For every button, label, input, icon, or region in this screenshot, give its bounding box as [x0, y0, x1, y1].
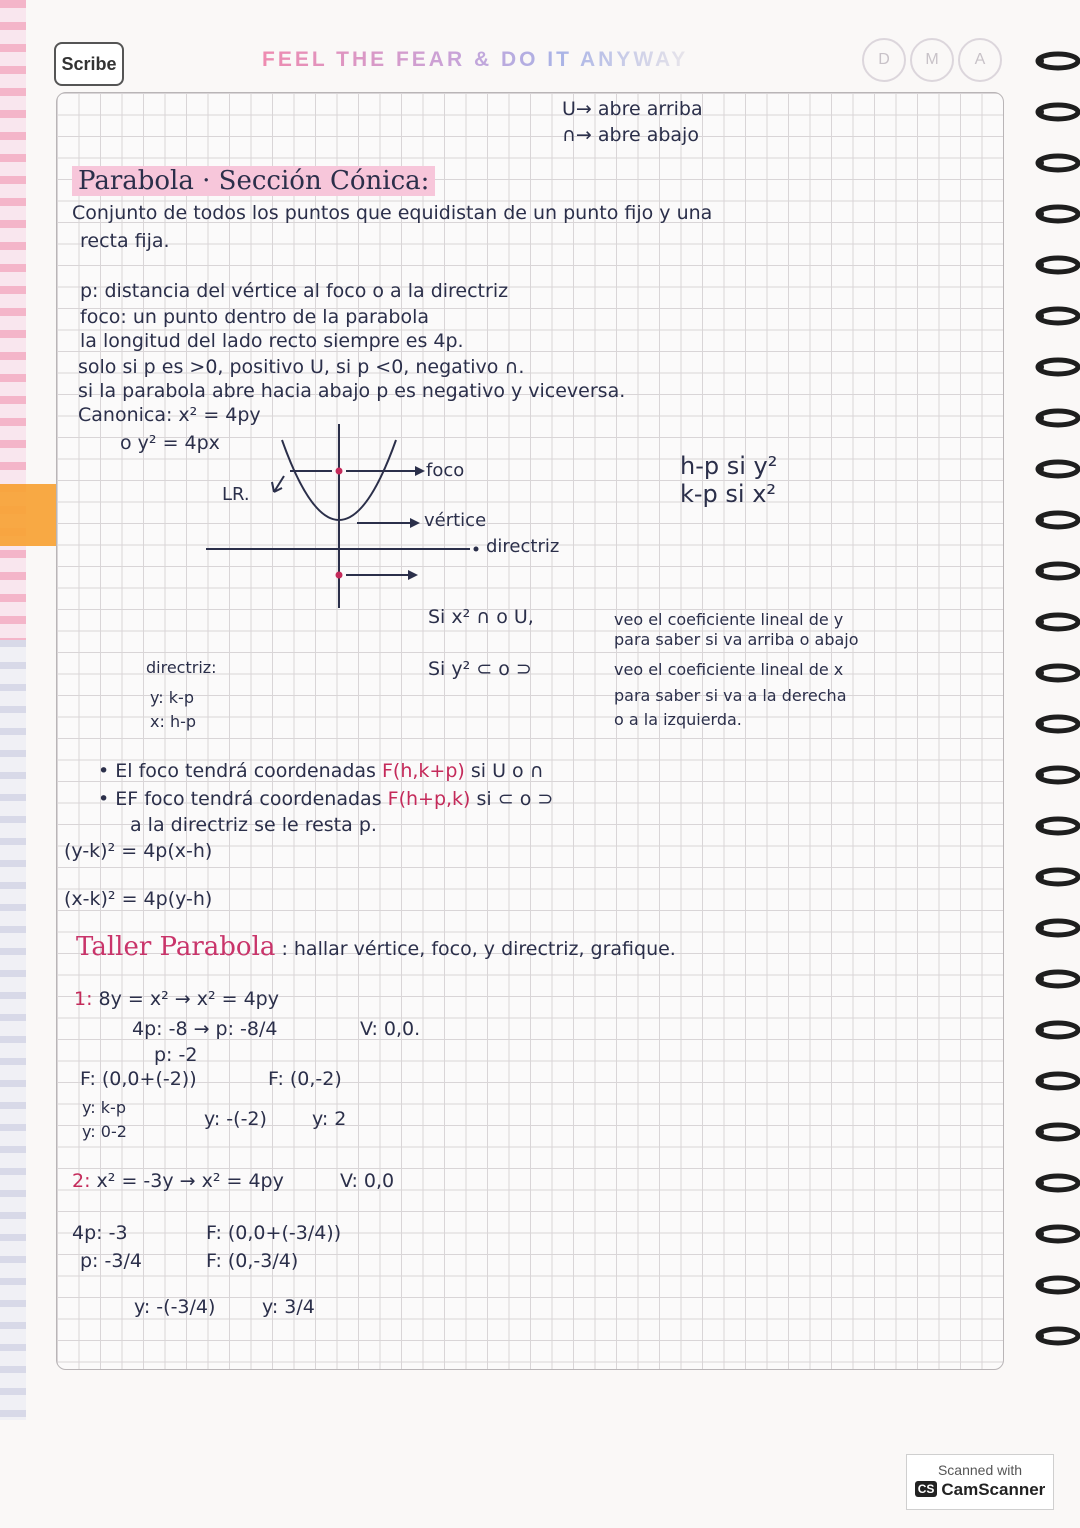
- spiral-ring: [1028, 713, 1080, 735]
- spiral-ring: [1028, 815, 1080, 837]
- ex2-equation: 2: x² = -3y → x² = 4py: [72, 1170, 284, 1192]
- definition-line-2: recta fija.: [80, 230, 170, 252]
- ex2-focus-1: F: (0,0+(-3/4)): [206, 1222, 342, 1244]
- scanner-line-2: CS CamScanner: [907, 1480, 1053, 1500]
- note-opens-down: ∩→ abre abajo: [562, 124, 699, 146]
- lr-definition: la longitud del lado recto siempre es 4p.: [80, 330, 464, 352]
- si-x2-note-2: para saber si va arriba o abajo: [614, 630, 859, 649]
- ex1-focus-2: F: (0,-2): [268, 1068, 342, 1090]
- spiral-ring: [1028, 50, 1080, 72]
- spiral-ring: [1028, 1223, 1080, 1245]
- kp-note: k-p si x²: [680, 480, 777, 508]
- canonica-1: Canonica: x² = 4py: [78, 404, 261, 426]
- label-directriz: directriz: [486, 536, 560, 557]
- focus-point: [336, 468, 343, 475]
- si-y2-note-1: veo el coeficiente lineal de x: [614, 660, 844, 679]
- spiral-ring: [1028, 305, 1080, 327]
- ex2-vertex: V: 0,0: [340, 1170, 395, 1192]
- spiral-ring: [1028, 1121, 1080, 1143]
- ex2-p: p: -3/4: [80, 1250, 142, 1272]
- directriz-x: x: h-p: [150, 712, 197, 731]
- camscanner-icon: CS: [915, 1481, 938, 1497]
- day-mark-a: A: [958, 38, 1002, 82]
- opens-down-note: si la parabola abre hacia abajo p es negativo y viceversa.: [78, 380, 626, 402]
- brand-logo: Scribe: [54, 42, 124, 86]
- ex1-directriz-4: y: 2: [312, 1108, 347, 1130]
- spiral-ring: [1028, 1019, 1080, 1041]
- ex1-directriz-1: y: k-p: [82, 1098, 126, 1117]
- directriz-point: [336, 572, 343, 579]
- parabola-diagram: [200, 420, 640, 610]
- spiral-ring: [1028, 611, 1080, 633]
- foco-definition: foco: un punto dentro de la parabola: [80, 306, 430, 328]
- definition-line-1: Conjunto de todos los puntos que equidistan de un punto fijo y una: [72, 202, 713, 224]
- spiral-ring: [1028, 407, 1080, 429]
- spiral-ring: [1028, 968, 1080, 990]
- ex1-focus-1: F: (0,0+(-2)): [80, 1068, 197, 1090]
- ex1-step: 4p: -8 → p: -8/4: [132, 1018, 278, 1040]
- day-mark-d: D: [862, 38, 906, 82]
- scanner-line-1: Scanned with: [937, 1462, 1023, 1478]
- formula-vertical: (x-k)² = 4p(y-h): [64, 888, 213, 910]
- si-y2-note-2: para saber si va a la derecha: [614, 686, 847, 705]
- sign-definition: solo si p es >0, positivo U, si p <0, negativo ∩.: [78, 356, 525, 378]
- bullet-foco-2: • EF foco tendrá coordenadas F(h+p,k) si ⊂ o ⊃: [98, 788, 554, 810]
- ex2-directriz-1: y: -(-3/4): [134, 1296, 216, 1318]
- bullet-foco-1: • El foco tendrá coordenadas F(h,k+p) si U o ∩: [98, 760, 544, 782]
- ex1-equation: 1: 8y = x² → x² = 4py: [74, 988, 279, 1010]
- si-y2-note-3: o a la izquierda.: [614, 710, 742, 729]
- spiral-ring: [1028, 662, 1080, 684]
- spiral-ring: [1028, 509, 1080, 531]
- spiral-ring: [1028, 1274, 1080, 1296]
- camscanner-badge: [906, 1454, 1054, 1510]
- ex1-directriz-2: y: 0-2: [82, 1122, 127, 1141]
- ex2-focus-2: F: (0,-3/4): [206, 1250, 299, 1272]
- ex1-directriz-3: y: -(-2): [204, 1108, 267, 1130]
- spiral-ring: [1028, 1070, 1080, 1092]
- spiral-ring: [1028, 764, 1080, 786]
- spiral-ring: [1028, 356, 1080, 378]
- spiral-ring: [1028, 560, 1080, 582]
- si-x2: Si x² ∩ o U,: [428, 606, 534, 628]
- lr-check-mark: [272, 476, 284, 492]
- spiral-ring: [1028, 866, 1080, 888]
- arrow-foco: [415, 466, 425, 476]
- label-vertice: vértice: [424, 510, 487, 531]
- hp-note: h-p si y²: [680, 452, 778, 480]
- day-mark-m: M: [910, 38, 954, 82]
- p-definition: p: distancia del vértice al foco o a la directriz: [80, 280, 509, 302]
- directriz-y: y: k-p: [150, 688, 194, 707]
- ex2-step: 4p: -3: [72, 1222, 128, 1244]
- spiral-ring: [1028, 1172, 1080, 1194]
- si-y2: Si y² ⊂ o ⊃: [428, 658, 532, 680]
- directriz-rule: a la directriz se le resta p.: [130, 814, 377, 836]
- taller-heading: Taller Parabola : hallar vértice, foco, y directriz, grafique.: [76, 932, 676, 962]
- directriz-title: directriz:: [146, 658, 217, 677]
- arrow-directriz: [408, 570, 418, 580]
- spiral-ring: [1028, 917, 1080, 939]
- arrow-vertice: [410, 518, 420, 528]
- ex2-directriz-2: y: 3/4: [262, 1296, 315, 1318]
- spiral-ring: [1028, 458, 1080, 480]
- spiral-ring: [1028, 1325, 1080, 1347]
- ex1-p: p: -2: [154, 1044, 198, 1066]
- section-title: Parabola · Sección Cónica:: [72, 166, 435, 196]
- canonica-2: o y² = 4px: [120, 432, 220, 454]
- spiral-ring: [1028, 254, 1080, 276]
- spiral-ring: [1028, 203, 1080, 225]
- page-tabs-grey: [0, 640, 26, 1420]
- note-opens-up: U→ abre arriba: [562, 98, 703, 120]
- motto-header: FEEL THE FEAR & DO IT ANYWAY: [262, 48, 689, 71]
- label-lr: LR.: [222, 484, 250, 505]
- label-foco: foco: [426, 460, 465, 481]
- spiral-ring: [1028, 152, 1080, 174]
- spiral-ring: [1028, 101, 1080, 123]
- ex1-vertex: V: 0,0.: [360, 1018, 421, 1040]
- formula-horizontal: (y-k)² = 4p(x-h): [64, 840, 213, 862]
- si-x2-note-1: veo el coeficiente lineal de y: [614, 610, 844, 629]
